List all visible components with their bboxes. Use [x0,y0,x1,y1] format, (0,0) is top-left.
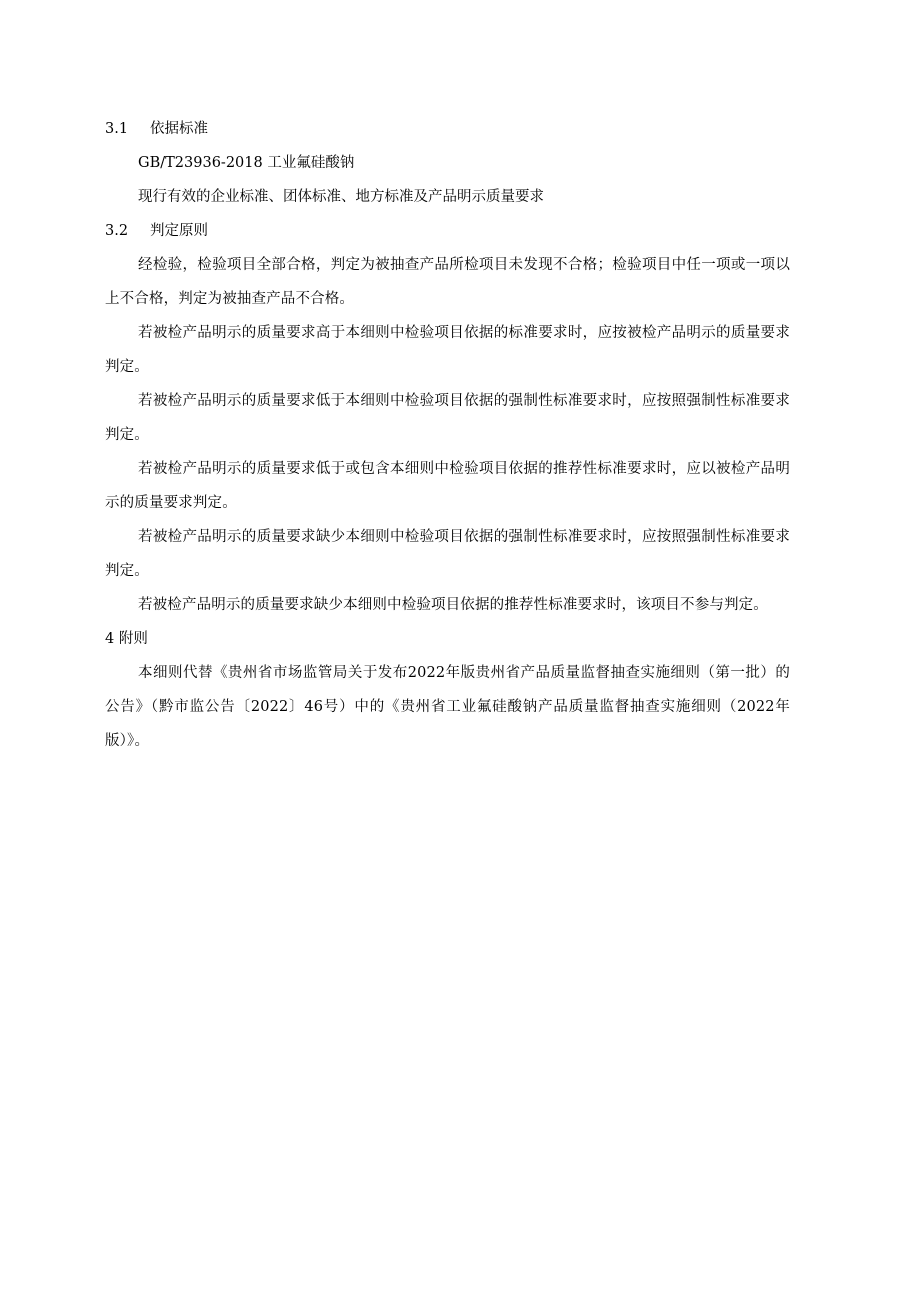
section-number: 3.2 [105,223,129,239]
document-body [105,112,790,758]
section-3-1-heading [105,112,790,146]
standard-item: 现行有效的企业标准、团体标准、地方标准及产品明示质量要求 [138,189,544,205]
section-title: 依据标准 [150,121,208,137]
section-number: 3.1 [105,121,129,137]
rule-paragraph: 若被检产品明示的质量要求缺少本细则中检验项目依据的强制性标准要求时，应按照强制性标准要求判定。 [105,529,790,579]
section-3-2-heading [105,214,790,248]
appendix-paragraph: 本细则代替《贵州省市场监管局关于发布2022年版贵州省产品质量监督抽查实施细则（第一批）的公告》（黔市监公告〔2022〕46号）中的《贵州省工业氟硅酸钠产品质量监督抽查实施细则（2022年版）》。 [105,665,790,749]
rule-paragraph: 若被检产品明示的质量要求低于本细则中检验项目依据的强制性标准要求时，应按照强制性标准要求判定。 [105,393,790,443]
rule-paragraph: 若被检产品明示的质量要求高于本细则中检验项目依据的标准要求时，应按被检产品明示的质量要求判定。 [105,325,790,375]
section-4-heading: 4 附则 [105,631,148,647]
section-title: 判定原则 [150,223,208,239]
standard-item: GB/T23936-2018 工业氟硅酸钠 [138,155,355,171]
rule-paragraph: 若被检产品明示的质量要求低于或包含本细则中检验项目依据的推荐性标准要求时，应以被检产品明示的质量要求判定。 [105,461,790,511]
rule-paragraph: 若被检产品明示的质量要求缺少本细则中检验项目依据的推荐性标准要求时，该项目不参与判定。 [138,597,768,613]
rule-paragraph: 经检验，检验项目全部合格，判定为被抽查产品所检项目未发现不合格；检验项目中任一项或一项以上不合格，判定为被抽查产品不合格。 [105,257,790,307]
